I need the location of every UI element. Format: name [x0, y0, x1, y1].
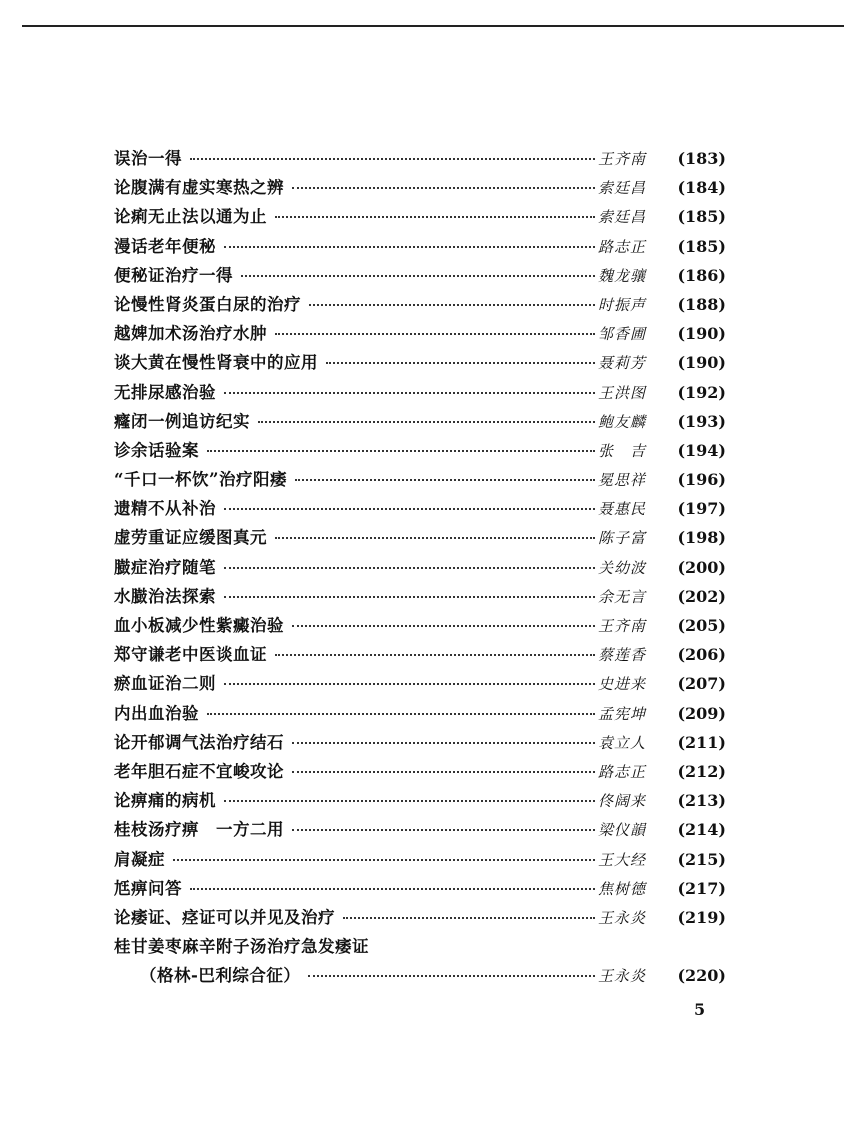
- toc-entry-title: 无排尿感治验: [114, 382, 216, 402]
- toc-entry-title: 误治一得: [114, 149, 182, 168]
- toc-entry-page: (217): [677, 878, 726, 898]
- toc-entry[interactable]: [114, 319, 726, 348]
- dot-leader: [308, 969, 595, 977]
- toc-entry-page: (206): [677, 645, 726, 665]
- dot-leader: [292, 765, 595, 773]
- toc-entry-page: (192): [677, 382, 726, 402]
- toc-entry-author: 余无言: [598, 587, 647, 606]
- toc-entry[interactable]: [114, 669, 726, 698]
- toc-entry-title: 血小板减少性紫癜治验: [114, 616, 284, 635]
- toc-entry[interactable]: [114, 582, 726, 611]
- toc-entry[interactable]: [114, 144, 726, 173]
- toc-entry-title: 水臌治法探索: [114, 586, 216, 606]
- dot-leader: [207, 444, 595, 452]
- toc-entry-page: (220): [677, 966, 726, 986]
- toc-entry-author: 孟宪坤: [598, 704, 647, 723]
- toc-entry-title: 内出血治验: [114, 703, 199, 723]
- toc-entry-title: 桂枝汤疗痹 一方二用: [114, 820, 284, 840]
- toc-entry-title: 论痹痛的病机: [114, 791, 216, 811]
- toc-entry[interactable]: [114, 523, 726, 552]
- toc-entry[interactable]: [114, 786, 726, 815]
- toc-entry-title: 瘀血证治二则: [114, 674, 216, 694]
- toc-entry[interactable]: [114, 640, 726, 669]
- toc-entry-list: [114, 144, 726, 932]
- toc-entry[interactable]: [114, 465, 726, 494]
- toc-entry[interactable]: [114, 699, 726, 728]
- toc-entry-page: (215): [677, 849, 726, 869]
- toc-entry[interactable]: [114, 261, 726, 290]
- dot-leader: [292, 736, 595, 744]
- toc-entry[interactable]: [114, 874, 726, 903]
- toc-entry-page: (214): [677, 820, 726, 840]
- toc-entry-page: (197): [677, 499, 726, 519]
- toc-entry[interactable]: [114, 757, 726, 786]
- toc-entry-author: 关幼波: [598, 558, 647, 577]
- toc-entry[interactable]: [114, 436, 726, 465]
- dot-leader: [258, 415, 595, 423]
- toc-entry-author: 王大经: [598, 850, 647, 869]
- dot-leader: [326, 356, 595, 364]
- toc-entry-author: 王永炎: [598, 908, 647, 927]
- dot-leader: [292, 181, 595, 189]
- toc-entry-title: 便秘证治疗一得: [114, 265, 233, 285]
- toc-entry-author: 蔡莲香: [598, 646, 647, 665]
- toc-entry[interactable]: [114, 173, 726, 202]
- toc-entry-title: 虚劳重证应缓图真元: [114, 528, 267, 548]
- toc-entry-page: (183): [677, 149, 726, 168]
- toc-entry-author: 梁仪韻: [598, 821, 647, 840]
- toc-entry-title: 桂甘姜枣麻辛附子汤治疗急发痿证: [114, 937, 369, 957]
- dot-leader: [224, 677, 595, 685]
- toc-entry-author: 史进来: [598, 675, 647, 694]
- dot-leader: [207, 707, 595, 715]
- dot-leader: [241, 269, 595, 277]
- toc-entry-title: 遗精不从补治: [114, 499, 216, 519]
- toc-entry[interactable]: [114, 378, 726, 407]
- toc-entry-page: (190): [677, 324, 726, 344]
- toc-entry[interactable]: [114, 348, 726, 377]
- toc-entry[interactable]: [114, 202, 726, 231]
- toc-entry-title: 论腹满有虚实寒热之辨: [114, 178, 284, 198]
- toc-entry-title: 越婢加术汤治疗水肿: [114, 324, 267, 344]
- toc-entry-author: 魏龙骧: [598, 266, 647, 285]
- dot-leader: [224, 240, 595, 248]
- dot-leader: [275, 210, 595, 218]
- toc-entry-multiline-title[interactable]: [114, 932, 726, 961]
- toc-entry-page: (205): [677, 616, 726, 635]
- dot-leader: [292, 823, 595, 831]
- toc-entry[interactable]: [114, 494, 726, 523]
- page-number: 5: [694, 1000, 706, 1019]
- dot-leader: [275, 327, 595, 335]
- toc-entry[interactable]: [114, 232, 726, 261]
- toc-entry-title: 诊余话验案: [114, 440, 199, 460]
- toc-entry-page: (219): [677, 907, 726, 927]
- dot-leader: [275, 531, 595, 539]
- toc-entry-page: (193): [677, 411, 726, 431]
- toc-entry-title: 臌症治疗随笔: [114, 557, 216, 577]
- toc-entry-title: 尪痹问答: [114, 878, 182, 898]
- dot-leader: [224, 590, 595, 598]
- dot-leader: [275, 648, 595, 656]
- toc-entry-page: (207): [677, 674, 726, 694]
- toc-entry-title: 论痢无止法以通为止: [114, 207, 267, 227]
- table-of-contents: [114, 144, 726, 990]
- toc-entry-title: “千口一杯饮”治疗阳痿: [114, 470, 287, 490]
- toc-entry-author: 王洪图: [598, 383, 647, 402]
- toc-entry-author: 焦树德: [598, 879, 647, 898]
- toc-entry-page: (211): [677, 732, 726, 752]
- toc-entry[interactable]: [114, 728, 726, 757]
- toc-entry-title: 肩凝症: [114, 849, 165, 869]
- toc-entry-page: (202): [677, 586, 726, 606]
- toc-entry[interactable]: [114, 961, 726, 990]
- toc-entry-author: 陈子富: [598, 529, 647, 548]
- top-rule: [22, 25, 844, 27]
- toc-entry[interactable]: [114, 845, 726, 874]
- dot-leader: [224, 502, 595, 510]
- toc-entry-page: (194): [677, 440, 726, 460]
- toc-entry-page: (209): [677, 703, 726, 723]
- toc-entry[interactable]: [114, 903, 726, 932]
- toc-entry-title: 漫话老年便秘: [114, 236, 216, 256]
- toc-entry-title: 郑守谦老中医谈血证: [114, 645, 267, 665]
- toc-entry-title: 谈大黄在慢性肾衰中的应用: [114, 353, 318, 373]
- toc-entry-author: 袁立人: [598, 733, 647, 752]
- dot-leader: [309, 298, 595, 306]
- toc-entry[interactable]: [114, 611, 726, 640]
- toc-entry-author: 路志正: [598, 237, 647, 256]
- dot-leader: [190, 882, 595, 890]
- dot-leader: [224, 794, 595, 802]
- toc-entry-author: 路志正: [598, 762, 647, 781]
- dot-leader: [292, 619, 595, 627]
- toc-entry-author: 张 吉: [598, 441, 647, 460]
- toc-entry-page: (185): [677, 207, 726, 227]
- toc-entry-author: 聂莉芳: [598, 354, 647, 373]
- toc-entry-page: (184): [677, 178, 726, 198]
- dot-leader: [224, 386, 595, 394]
- toc-entry-title: 论慢性肾炎蛋白尿的治疗: [114, 294, 301, 314]
- dot-leader: [224, 561, 595, 569]
- dot-leader: [295, 473, 595, 481]
- toc-entry-author: 索廷昌: [598, 208, 647, 227]
- toc-entry-author: 聂惠民: [598, 500, 647, 519]
- toc-entry-title: 论痿证、痉证可以并见及治疗: [114, 907, 335, 927]
- toc-entry-page: (185): [677, 236, 726, 256]
- toc-entry-title: 老年胆石症不宜峻攻论: [114, 761, 284, 781]
- toc-entry-page: (196): [677, 470, 726, 490]
- toc-entry-page: (212): [677, 761, 726, 781]
- toc-entry[interactable]: [114, 553, 726, 582]
- toc-entry[interactable]: [114, 290, 726, 319]
- dot-leader: [173, 853, 595, 861]
- toc-entry-page: (213): [677, 791, 726, 811]
- toc-entry-title: 癃闭一例追访纪实: [114, 411, 250, 431]
- toc-entry-page: (186): [677, 265, 726, 285]
- toc-entry-author: 冕思祥: [598, 471, 647, 490]
- toc-entry-page: (188): [677, 294, 726, 314]
- toc-entry-author: 鲍友麟: [598, 412, 647, 431]
- toc-entry[interactable]: [114, 407, 726, 436]
- toc-entry-author: 王永炎: [598, 967, 647, 986]
- toc-entry-author: 索廷昌: [598, 179, 647, 198]
- toc-entry-author: 王齐南: [598, 617, 647, 635]
- toc-entry[interactable]: [114, 815, 726, 844]
- toc-entry-page: (198): [677, 528, 726, 548]
- toc-entry-author: 王齐南: [598, 150, 647, 168]
- toc-entry-title-continued: （格林-巴利综合征）: [140, 966, 301, 986]
- toc-entry-author: 邹香圃: [598, 325, 647, 344]
- toc-entry-page: (200): [677, 557, 726, 577]
- dot-leader: [190, 152, 595, 160]
- dot-leader: [343, 911, 595, 919]
- toc-entry-title: 论开郁调气法治疗结石: [114, 732, 284, 752]
- toc-entry-page: (190): [677, 353, 726, 373]
- toc-entry-author: 佟阔来: [598, 792, 647, 811]
- toc-entry-author: 时振声: [598, 295, 647, 314]
